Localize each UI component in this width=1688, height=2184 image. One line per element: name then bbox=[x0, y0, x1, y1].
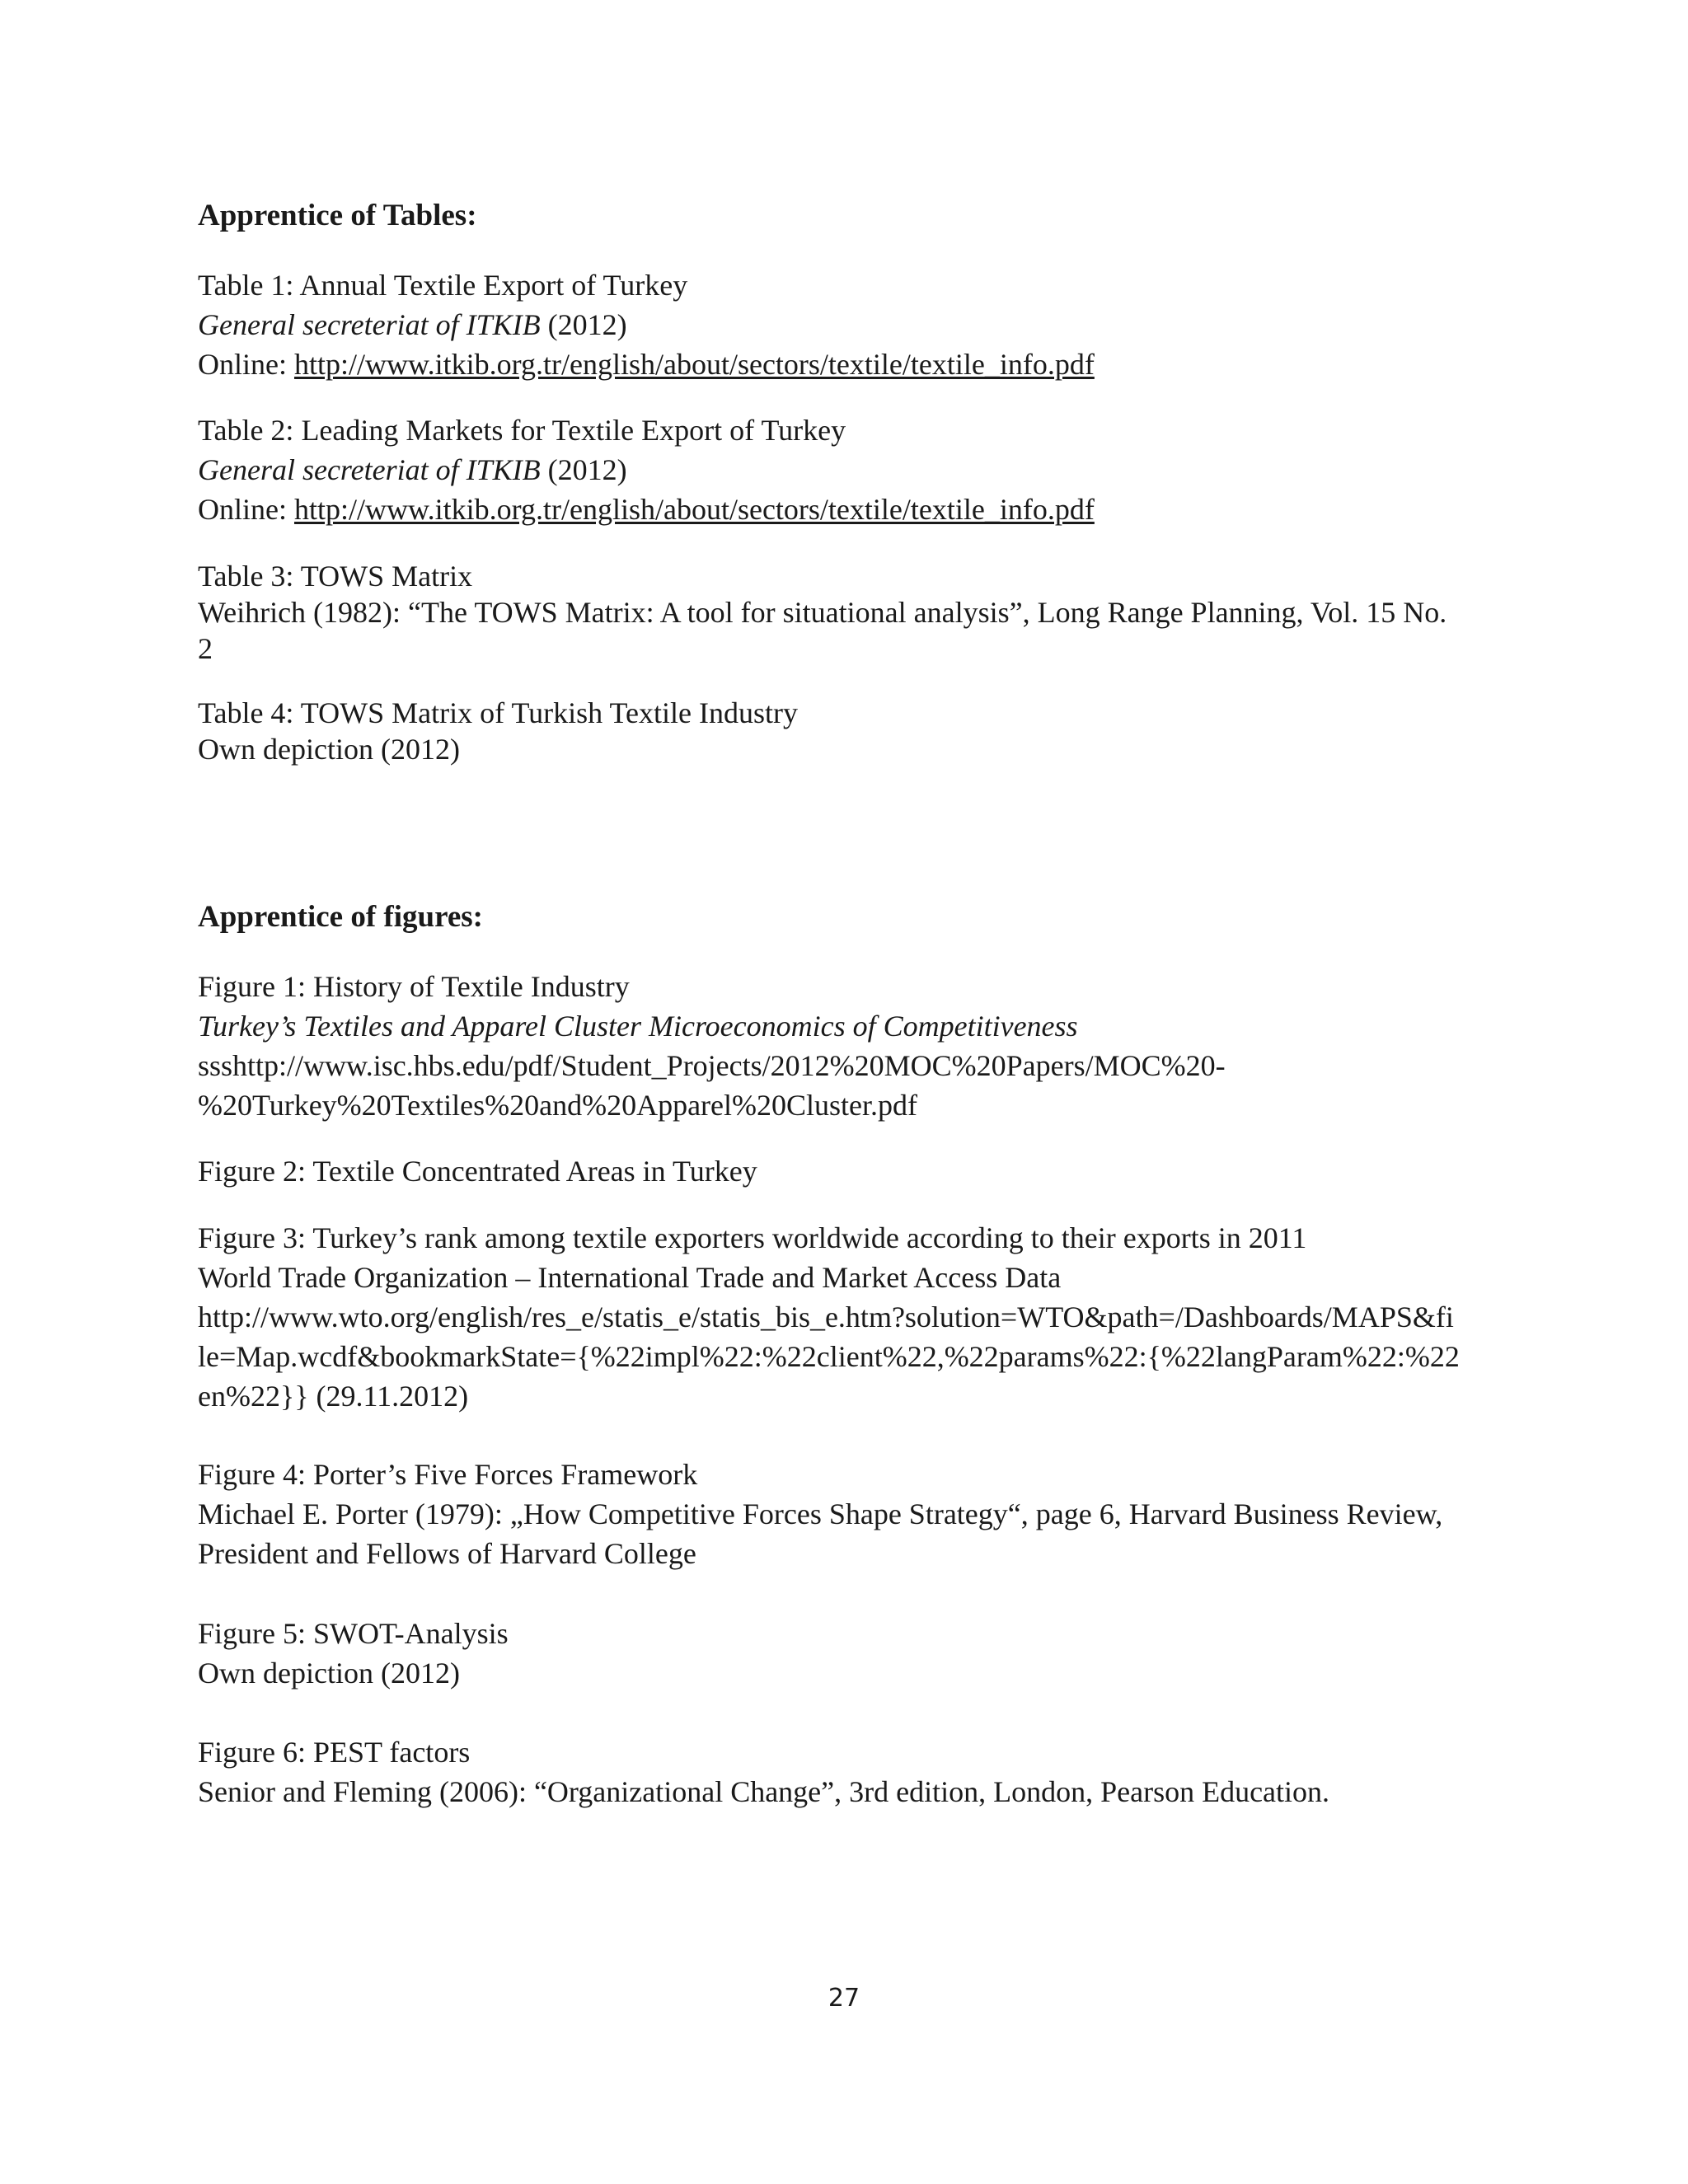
figure-6-caption: Figure 6: PEST factors bbox=[198, 1736, 471, 1769]
figure-6-source: Senior and Fleming (2006): “Organizational Change”, 3rd edition, London, Pearson Education. bbox=[198, 1775, 1330, 1808]
table-2-source-title: General secreteriat of ITKIB bbox=[198, 453, 541, 486]
table-2-caption: Table 2: Leading Markets for Textile Export of Turkey bbox=[198, 414, 846, 447]
table-2-online-label: Online: bbox=[198, 493, 294, 526]
figure-5-source: Own depiction (2012) bbox=[198, 1657, 460, 1690]
figure-2-entry bbox=[198, 1151, 1492, 1191]
figure-3-url-line-1: http://www.wto.org/english/res_e/statis_e/statis_bis_e.htm?solution=WTO&path=/Dashboards/MAPS&fi bbox=[198, 1301, 1454, 1333]
document-page bbox=[198, 0, 1492, 2184]
page-number: 27 bbox=[828, 1984, 860, 2013]
table-2-entry bbox=[198, 410, 1492, 529]
figure-5-entry bbox=[198, 1614, 1492, 1693]
table-3-entry bbox=[198, 558, 1492, 667]
figure-5-caption: Figure 5: SWOT-Analysis bbox=[198, 1617, 509, 1650]
table-1-source-year: (2012) bbox=[540, 308, 627, 341]
table-1-online-link[interactable]: http://www.itkib.org.tr/english/about/sectors/textile/textile_info.pdf bbox=[293, 348, 1095, 381]
table-1-online-label: Online: bbox=[198, 348, 294, 381]
table-1-caption: Table 1: Annual Textile Export of Turkey bbox=[198, 269, 688, 302]
table-3-caption: Table 3: TOWS Matrix bbox=[198, 560, 473, 593]
table-1-online bbox=[198, 344, 1492, 384]
table-1-source bbox=[198, 305, 1492, 344]
figure-3-url-line-3: en%22}} (29.11.2012) bbox=[198, 1380, 469, 1413]
figure-3-entry bbox=[198, 1218, 1492, 1416]
figures-section-heading: Apprentice of figures: bbox=[198, 900, 483, 934]
figure-2-caption: Figure 2: Textile Concentrated Areas in Turkey bbox=[198, 1155, 757, 1188]
table-2-online bbox=[198, 490, 1492, 529]
figure-3-url-line-2: le=Map.wcdf&bookmarkState={%22impl%22:%22client%22,%22params%22:{%22langParam%22:%22 bbox=[198, 1340, 1460, 1373]
figure-1-url-line-1: ssshttp://www.isc.hbs.edu/pdf/Student_Projects/2012%20MOC%20Papers/MOC%20- bbox=[198, 1049, 1226, 1082]
figure-1-entry bbox=[198, 967, 1492, 1125]
tables-section-heading: Apprentice of Tables: bbox=[198, 199, 477, 232]
table-3-source-line-2: 2 bbox=[198, 632, 213, 665]
figure-6-entry bbox=[198, 1732, 1492, 1811]
figure-3-caption: Figure 3: Turkey’s rank among textile exporters worldwide according to their exports in 2011 bbox=[198, 1221, 1307, 1254]
figure-1-source-title: Turkey’s Textiles and Apparel Cluster Microeconomics of Competitiveness bbox=[198, 1010, 1078, 1043]
figure-4-entry bbox=[198, 1455, 1492, 1573]
table-2-source-year: (2012) bbox=[540, 453, 627, 486]
table-1-source-title: General secreteriat of ITKIB bbox=[198, 308, 541, 341]
figure-1-url-line-2: %20Turkey%20Textiles%20and%20Apparel%20Cluster.pdf bbox=[198, 1089, 917, 1122]
figure-3-source: World Trade Organization – International Trade and Market Access Data bbox=[198, 1261, 1062, 1294]
table-4-caption: Table 4: TOWS Matrix of Turkish Textile Industry bbox=[198, 696, 798, 729]
figure-4-source-line-1: Michael E. Porter (1979): „How Competitive Forces Shape Strategy“, page 6, Harvard Business Review, bbox=[198, 1497, 1443, 1530]
table-4-entry bbox=[198, 695, 1492, 767]
table-2-online-link[interactable]: http://www.itkib.org.tr/english/about/sectors/textile/textile_info.pdf bbox=[293, 493, 1095, 526]
table-1-entry bbox=[198, 265, 1492, 384]
table-4-source: Own depiction (2012) bbox=[198, 733, 460, 766]
figure-4-caption: Figure 4: Porter’s Five Forces Framework bbox=[198, 1458, 698, 1491]
table-2-source bbox=[198, 450, 1492, 490]
figure-4-source-line-2: President and Fellows of Harvard College bbox=[198, 1537, 696, 1570]
figure-1-caption: Figure 1: History of Textile Industry bbox=[198, 970, 630, 1003]
table-3-source-line-1: Weihrich (1982): “The TOWS Matrix: A tool for situational analysis”, Long Range Planning, Vol. 15 No. bbox=[198, 596, 1447, 629]
